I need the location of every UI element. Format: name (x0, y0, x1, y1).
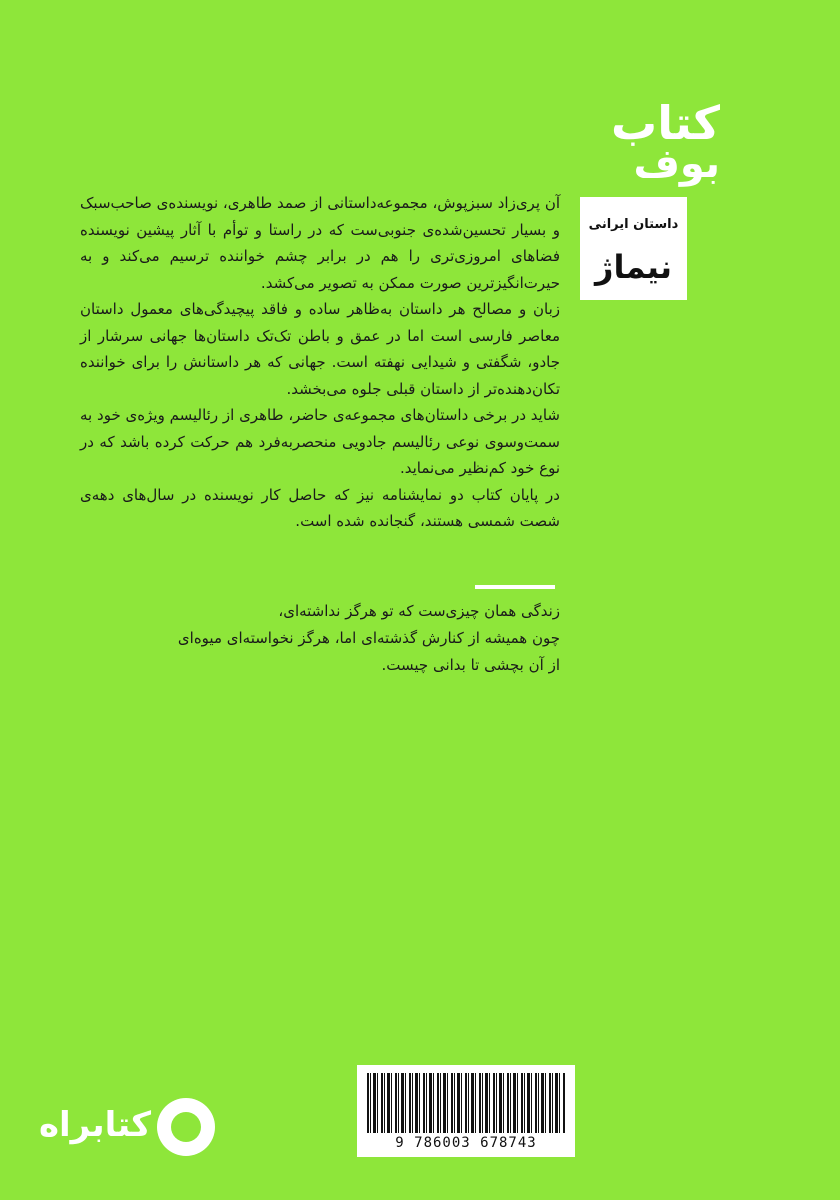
barcode-bars (367, 1073, 565, 1133)
watermark-logo (40, 1093, 215, 1163)
quote-line: زندگی همان چیزی‌ست که تو هرگز نداشته‌ای، (278, 602, 560, 620)
quote-line: چون همیشه از کنارش گذشته‌ای اما، هرگز نخواسته‌ای میوه‌ای (177, 629, 560, 647)
ketabrah-leaf-icon (157, 1098, 215, 1156)
quote-line: از آن بچشی تا بدانی چیست. (381, 656, 560, 674)
blurb-paragraph: زبان و مصالح هر داستان به‌ظاهر ساده و فاقد پیچیدگی‌های معمول داستان معاصر فارسی است اما در عمق و باطن تک‌تک داستان‌ها جهانی سرشار از جادو، شگفتی و شیدایی نهفته است. جهانی که هر داستانش را برای خواننده تکان‌دهنده‌تر از داستان قبلی جلوه می‌بخشد. (80, 300, 560, 398)
blurb-paragraph: شاید در برخی داستان‌های مجموعه‌ی حاضر، طاهری از رئالیسم ویژه‌ی خود به سمت‌وسوی نوعی رئالیسم جادویی منحصربه‌فرد هم حرکت کرده باشد که در نوع خود کم‌نظیر می‌نماید. (80, 406, 560, 477)
series-badge (580, 197, 687, 300)
isbn-barcode (357, 1065, 575, 1157)
watermark-text: کتابراه (38, 1105, 151, 1145)
divider (475, 585, 555, 589)
blurb-paragraph: آن پری‌زاد سبزپوش، مجموعه‌داستانی از صمد طاهری، نویسنده‌ی صاحب‌سبک و بسیار تحسین‌شده‌ی جنوبی‌ست که در راستا و توأم با آثار پیشین نویسنده فضاهای امروزی‌تری را هم در برابر چشم خواننده ترسیم می‌کند و به حیرت‌انگیزترین صورت ممکن به تصویر می‌کشد. (80, 194, 560, 292)
series-logo: نیماژ (595, 248, 672, 286)
publisher-logo-line2: بوف (633, 141, 720, 187)
publisher-logo-line1: کتاب (610, 96, 720, 150)
series-label: داستان ایرانی (588, 217, 679, 232)
publisher-logo (520, 96, 720, 187)
blurb-text (80, 190, 560, 535)
isbn-number: 9 786003 678743 (395, 1135, 537, 1151)
quote-text (177, 598, 560, 679)
blurb-paragraph: در پایان کتاب دو نمایشنامه نیز که حاصل کار نویسنده در سال‌های دهه‌ی شصت شمسی هستند، گنجانده شده است. (80, 485, 560, 530)
